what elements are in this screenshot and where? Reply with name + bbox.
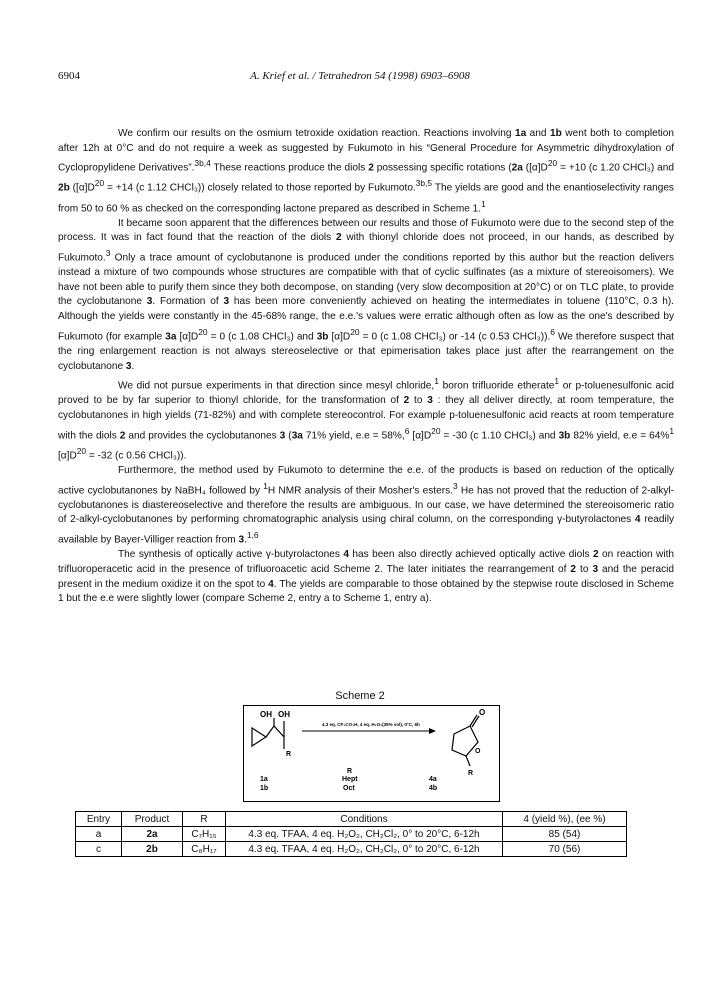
paragraph-1: We confirm our results on the osmium tetroxide oxidation reaction. Reactions involving 1a and 1b went both to completion after 12h at 0°C and do not require a week as suggested by Fukumoto in his “General Procedure for Asymmetric dihydroxylation of Cyclopropylidene Derivatives”.$^{3b,4}$ These reactions produce the diols 2 possessing specific rotations (2a ($[\alpha]D^{20} = +10$ (c 1.20 CHCl₃) and 2b ($[\alpha]D^{20} = +14$ (c 1.12 CHCl₃)) closely related to those reported by Fukumoto.$^{3b,5}$ The yields are good and the enantioselectivity ranges from 50 to 60 % as checked on the corresponding lactone prepared as described in Scheme 1.$^1$: [58, 128, 675, 214]
lactone-structure: [452, 715, 479, 766]
col-header-entry: Entry: [76, 812, 122, 827]
cell-r: C₈H₁₇: [183, 842, 226, 857]
cell-conditions: 4.3 eq. TFAA, 4 eq. H₂O₂, CH₂Cl₂, 0° to 20°C, 6-12h: [226, 842, 503, 857]
cell-conditions: 4.3 eq. TFAA, 4 eq. H₂O₂, CH₂Cl₂, 0° to 20°C, 6-12h: [226, 827, 503, 842]
paragraph-5: The synthesis of optically active γ-butyrolactones 4 has been also directly achieved optically active diols 2 on reaction with trifluoroperacetic acid in the presence of trifluoroacetic acid Scheme 2. The later initiates the rearrangement of 2 to 3 and the peracid present in the medium oxidize it on the spot to 4. The yields are comparable to those obtained by the stepwise route disclosed in Scheme 1 but the e.e were slightly lower (compare Scheme 2, entry a to Scheme 1, entry a).: [58, 549, 674, 605]
cell-product: 2a: [122, 827, 183, 842]
article-body: [58, 127, 674, 607]
r-oct: Oct: [343, 785, 355, 792]
compound-1b: 1b: [260, 785, 269, 792]
col-header-yield: 4 (yield %), (ee %): [503, 812, 627, 827]
oh-label-left: OH: [260, 710, 272, 719]
compound-4a: 4a: [429, 776, 437, 783]
compound-4b: 4b: [429, 785, 438, 792]
running-head: A. Krief et al. / Tetrahedron 54 (1998) 6903–6908: [250, 70, 470, 82]
paragraph-2: It became soon apparent that the differences between our results and those of Fukumoto were due to the second step of the process. It was in fact found that the reaction of the diols 2 with thionyl chloride does not proceed, in our hands, as described by Fukumoto.$^3$ Only a trace amount of cyclobutanone is produced under the conditions reported by this author but the reaction delivers instead a mixture of two compounds whose structures are compatible with that of cyclic sulfinates (as a mixture of stereoisomers). We have not been able to purify them since they both decompose, on standing (very slow decomposition at 20°C) or on TLC plate, to provide the cyclobutanone 3. Formation of 3 has been more conveniently achieved on heating the intermediates in toluene (110°C, 0.3 h). Although the yields were constantly in the 45-68% range, the e.e.'s values were erratic although often as low as the one's described by Fukumoto (for example 3a $[\alpha]D^{20} = 0$ (c 1.08 CHCl₃) and 3b $[\alpha]D^{20} = 0$ (c 1.08 CHCl₃) or -14 (c 0.53 CHCl₃)).$^6$ We therefore suspect that the ring enlargement reaction is not always stereoselective or that epimerisation takes place just after the rearrangement on the cyclobutanone 3.: [58, 217, 674, 372]
page-number: 6904: [58, 70, 80, 82]
results-table: [75, 811, 627, 857]
scheme-2-drawing: [244, 706, 499, 801]
results-table-wrapper: [75, 811, 627, 857]
r-label-diol: R: [286, 751, 292, 758]
cell-r: C₇H₁₅: [183, 827, 226, 842]
cyclopropane-ring: [252, 728, 266, 746]
r-hept: Hept: [342, 776, 358, 783]
oh-label-right: OH: [278, 710, 290, 719]
cell-yield: 85 (54): [503, 827, 627, 842]
carbonyl-o-label: O: [479, 708, 486, 717]
table-row: [76, 842, 627, 857]
scheme-title: Scheme 2: [335, 690, 385, 702]
diol-structure: [252, 718, 284, 749]
reagent-conditions: 4.3 eq. CF₃CO₃H, 4 eq. H₂O₂(35% vol), 0°C, 6h: [322, 722, 420, 727]
cell-product: 2b: [122, 842, 183, 857]
col-header-r: R: [183, 812, 226, 827]
table-row: [76, 827, 627, 842]
ring-o-label: O: [475, 748, 481, 755]
cell-entry: a: [76, 827, 122, 842]
arrow-head-icon: [429, 728, 436, 734]
scheme-2-figure: [243, 705, 500, 802]
cell-entry: c: [76, 842, 122, 857]
r-column-header: R: [347, 768, 353, 775]
table-header-row: [76, 812, 627, 827]
compound-1a: 1a: [260, 776, 268, 783]
paragraph-4: Furthermore, the method used by Fukumoto to determine the e.e. of the products is based on reduction of the optically active cyclobutanones by NaBH₄ followed by $^1$H NMR analysis of their Mosher's esters.$^3$ He has not proved that the reduction of 2-alkyl-cyclobutanones is diastereoselective and therefore the results are ambiguous. In our case, we have determined the stereoisomeric ratio of 2-alkyl-cyclobutanones by performing chromatographic analysis using chiral column, on the corresponding γ-butyrolactones 4 readily available by Bayer-Villiger reaction from 3.$^{1,6}$: [58, 464, 674, 546]
r-label-lactone: R: [468, 770, 474, 777]
paragraph-3: We did not pursue experiments in that direction since mesyl chloride,$^1$ boron trifluoride etherate$^1$ or p-toluenesulfonic acid proved to be by far superior to thionyl chloride, for the transformation of 2 to 3 : they all deliver directly, at room temperature, the cyclobutanones in high yields (71-82%) and with complete stereocontrol. For example p-toluenesulfonic acid reacts at room temperature with the diols 2 and provides the cyclobutanones 3 (3a 71% yield, e.e = 58%,$^6$ $[\alpha]D^{20} = -30$ (c 1.10 CHCl₃) and 3b 82% yield, e.e = 64%$^1$ $[\alpha]D^{20} = -32$ (c 0.56 CHCl₃)).: [58, 376, 675, 462]
col-header-product: Product: [122, 812, 183, 827]
col-header-conditions: Conditions: [226, 812, 503, 827]
cell-yield: 70 (56): [503, 842, 627, 857]
